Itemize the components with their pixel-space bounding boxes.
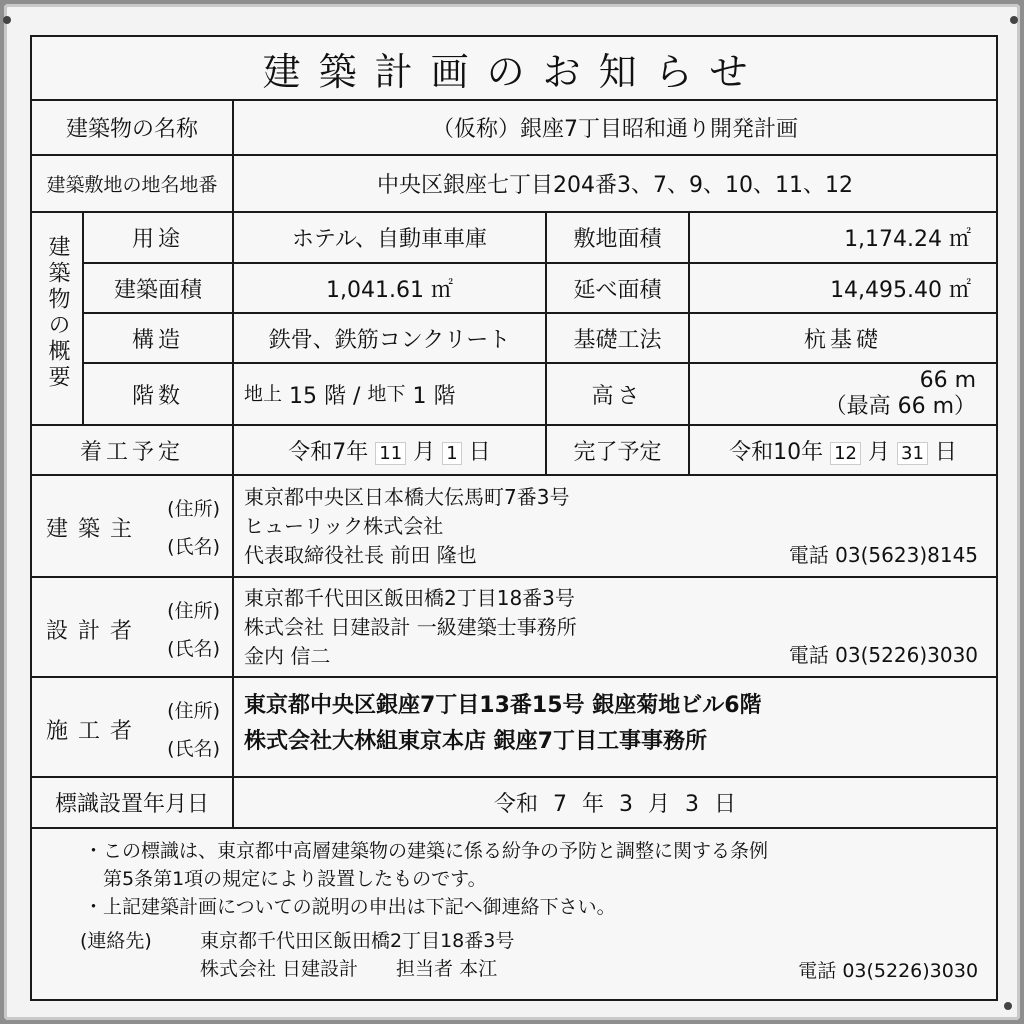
address-label: (住所) — [167, 498, 220, 520]
notes-section — [31, 828, 997, 1000]
address-label: (住所) — [167, 700, 220, 722]
name-label: (氏名) — [167, 638, 220, 660]
screw-icon — [3, 16, 11, 24]
height-max: （最高 66 m） — [824, 394, 977, 419]
below-floors: 1 — [412, 383, 427, 409]
month-unit: 月 — [413, 439, 436, 465]
end-label: 完了予定 — [546, 425, 689, 475]
site-value: 中央区銀座七丁目204番3、7、9、10、11、12 — [233, 155, 997, 212]
contractor-info — [233, 677, 997, 777]
notice-title: 建築計画のお知らせ — [31, 36, 997, 100]
start-label: 着工予定 — [31, 425, 233, 475]
use-value: ホテル、自動車車庫 — [233, 212, 546, 263]
site-label: 建築敷地の地名地番 — [31, 155, 233, 212]
designer-label: 設計者 — [46, 619, 143, 644]
floor-area-value: 14,495.40 ㎡ — [689, 263, 997, 313]
height-value — [689, 363, 997, 425]
contact-name: 株式会社 日建設計 担当者 本江 — [200, 958, 498, 980]
name-label: 建築物の名称 — [31, 100, 233, 155]
designer-person: 金内 信二 — [244, 643, 331, 668]
designer-info — [233, 577, 997, 677]
site-area-label: 敷地面積 — [546, 212, 689, 263]
floors-value: 地上 15 階 / 地下 1 階 — [233, 363, 546, 425]
building-area-value: 1,041.61 ㎡ — [233, 263, 546, 313]
designer-label-cell — [31, 577, 233, 677]
above-floors: 15 — [289, 383, 318, 409]
screw-icon — [1010, 16, 1018, 24]
note-line: ・この標識は、東京都中高層建築物の建築に係る紛争の予防と調整に関する条例 — [84, 840, 769, 862]
installed-label: 標識設置年月日 — [31, 777, 233, 828]
contact-phone: 電話 03(5226)3030 — [798, 960, 979, 982]
contact-address: 東京都千代田区飯田橋2丁目18番3号 — [200, 930, 515, 952]
floors-label: 階数 — [83, 363, 233, 425]
start-era: 令和7年 — [288, 439, 369, 465]
owner-info — [233, 475, 997, 577]
contractor-label: 施工者 — [46, 719, 143, 744]
designer-address: 東京都千代田区飯田橋2丁目18番3号 — [244, 585, 575, 610]
notice-table — [30, 35, 998, 1001]
below-label: 地下 — [367, 382, 406, 405]
above-label: 地上 — [244, 382, 283, 405]
end-era: 令和10年 — [729, 439, 824, 465]
designer-phone: 電話 03(5226)3030 — [788, 643, 979, 667]
contractor-company: 株式会社大林組東京本店 銀座7丁目工事事務所 — [244, 729, 707, 754]
structure-value: 鉄骨、鉄筋コンクリート — [233, 313, 546, 363]
use-label: 用途 — [83, 212, 233, 263]
name-value: （仮称）銀座7丁目昭和通り開発計画 — [233, 100, 997, 155]
contractor-label-cell — [31, 677, 233, 777]
day-unit: 日 — [468, 439, 491, 465]
owner-company: ヒューリック株式会社 — [244, 513, 444, 538]
floor-unit: 階 — [324, 383, 347, 409]
owner-address: 東京都中央区日本橋大伝馬町7番3号 — [244, 484, 570, 509]
name-label: (氏名) — [167, 536, 220, 558]
owner-label: 建築主 — [46, 517, 143, 542]
overview-label — [31, 212, 83, 425]
floor-area-label: 延べ面積 — [546, 263, 689, 313]
designer-company: 株式会社 日建設計 一級建築士事務所 — [244, 614, 577, 639]
address-label: (住所) — [167, 600, 220, 622]
floor-unit: 階 — [433, 383, 456, 409]
structure-label: 構造 — [83, 313, 233, 363]
note-line: 第5条第1項の規定により設置したものです。 — [84, 868, 487, 890]
month-unit: 月 — [868, 439, 891, 465]
site-area-value: 1,174.24 ㎡ — [689, 212, 997, 263]
start-month: 11 — [375, 442, 406, 465]
building-area-label: 建築面積 — [83, 263, 233, 313]
overview-label-text: 建築物の概要 — [45, 234, 70, 391]
screw-icon — [1004, 1002, 1012, 1010]
height-label: 高さ — [546, 363, 689, 425]
day-unit: 日 — [934, 439, 957, 465]
owner-label-cell — [31, 475, 233, 577]
owner-representative: 代表取締役社長 前田 隆也 — [244, 542, 477, 567]
contact-label: (連絡先) — [80, 930, 152, 952]
owner-phone: 電話 03(5623)8145 — [788, 543, 979, 567]
end-value — [689, 425, 997, 475]
note-line: ・上記建築計画についての説明の申出は下記へ御連絡下さい。 — [84, 896, 616, 918]
foundation-label: 基礎工法 — [546, 313, 689, 363]
start-value — [233, 425, 546, 475]
name-label: (氏名) — [167, 738, 220, 760]
end-month: 12 — [830, 442, 861, 465]
start-day: 1 — [442, 442, 461, 465]
foundation-value: 杭基礎 — [689, 313, 997, 363]
installed-value: 令和 7 年 3 月 3 日 — [233, 777, 997, 828]
end-day: 31 — [897, 442, 928, 465]
contractor-address: 東京都中央区銀座7丁目13番15号 銀座菊地ビル6階 — [244, 693, 762, 718]
height-main: 66 m — [919, 368, 977, 393]
